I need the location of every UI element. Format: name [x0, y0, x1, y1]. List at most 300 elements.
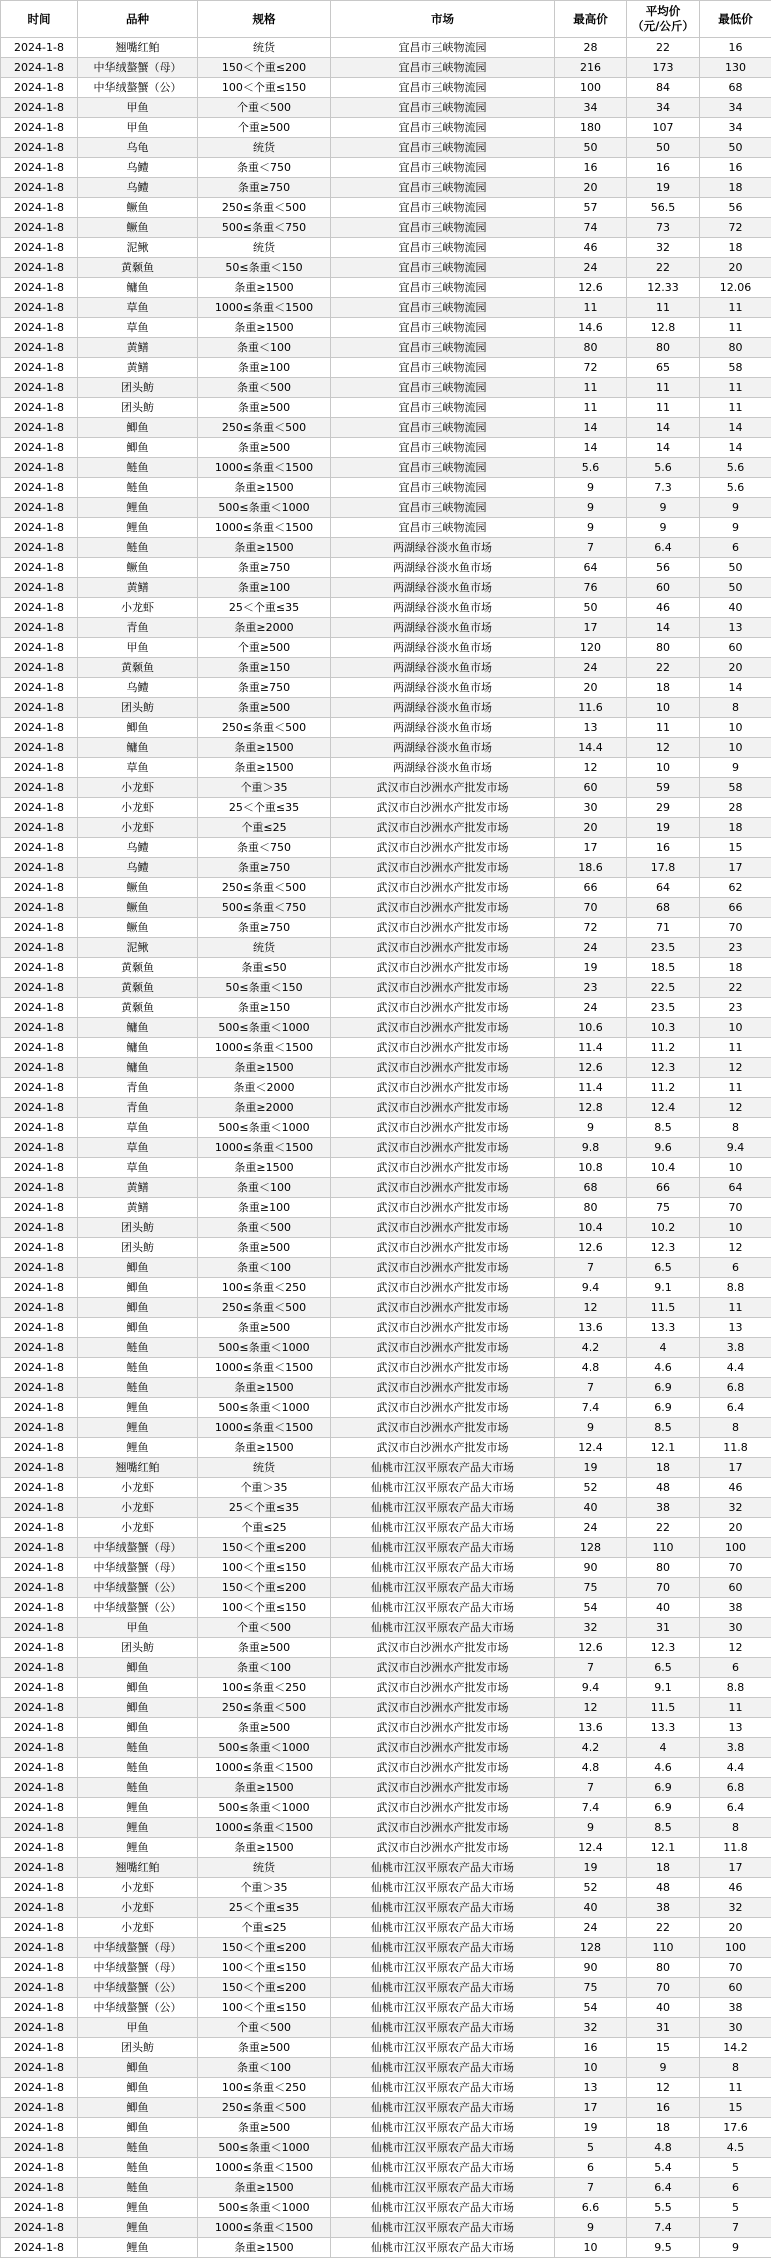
table-row: [1, 1898, 771, 1918]
cell-variety: 鲢鱼: [78, 2178, 198, 2198]
cell-variety: 鲤鱼: [78, 1818, 198, 1838]
cell-min-price: 50: [700, 138, 771, 158]
cell-market: 武汉市白沙洲水产批发市场: [331, 1678, 555, 1698]
table-row: [1, 2218, 771, 2238]
cell-min-price: 12: [700, 1638, 771, 1658]
cell-variety: 青鱼: [78, 1098, 198, 1118]
cell-max-price: 12.8: [555, 1098, 627, 1118]
cell-min-price: 7: [700, 2218, 771, 2238]
cell-variety: 团头鲂: [78, 2038, 198, 2058]
cell-market: 仙桃市江汉平原农产品大市场: [331, 1598, 555, 1618]
cell-avg-price: 34: [627, 98, 700, 118]
cell-variety: 黄鳝: [78, 578, 198, 598]
cell-market: 武汉市白沙洲水产批发市场: [331, 1798, 555, 1818]
table-row: [1, 2158, 771, 2178]
table-row: [1, 798, 771, 818]
cell-min-price: 62: [700, 878, 771, 898]
cell-max-price: 17: [555, 838, 627, 858]
cell-min-price: 66: [700, 898, 771, 918]
cell-spec: 统货: [198, 138, 331, 158]
cell-avg-price: 12.33: [627, 278, 700, 298]
table-row: [1, 638, 771, 658]
cell-max-price: 4.2: [555, 1738, 627, 1758]
cell-avg-price: 4.6: [627, 1758, 700, 1778]
table-row: [1, 158, 771, 178]
cell-spec: 个重≥500: [198, 118, 331, 138]
cell-min-price: 17: [700, 858, 771, 878]
cell-market: 武汉市白沙洲水产批发市场: [331, 838, 555, 858]
cell-min-price: 11.8: [700, 1438, 771, 1458]
cell-variety: 中华绒螯蟹（公）: [78, 1978, 198, 1998]
cell-max-price: 20: [555, 178, 627, 198]
header-variety: 品种: [78, 1, 198, 38]
cell-min-price: 6.8: [700, 1778, 771, 1798]
cell-market: 武汉市白沙洲水产批发市场: [331, 1358, 555, 1378]
cell-date: 2024-1-8: [1, 358, 78, 378]
cell-market: 仙桃市江汉平原农产品大市场: [331, 2038, 555, 2058]
table-row: [1, 1718, 771, 1738]
cell-spec: 条重≥1500: [198, 1058, 331, 1078]
cell-max-price: 57: [555, 198, 627, 218]
cell-avg-price: 40: [627, 1998, 700, 2018]
cell-max-price: 54: [555, 1998, 627, 2018]
cell-min-price: 4.4: [700, 1758, 771, 1778]
cell-max-price: 14: [555, 418, 627, 438]
cell-spec: 条重≥1500: [198, 2178, 331, 2198]
cell-variety: 中华绒螯蟹（公）: [78, 78, 198, 98]
cell-spec: 250≤条重＜500: [198, 718, 331, 738]
cell-market: 宜昌市三峡物流园: [331, 278, 555, 298]
cell-min-price: 8: [700, 1118, 771, 1138]
cell-spec: 100＜个重≤150: [198, 1958, 331, 1978]
cell-date: 2024-1-8: [1, 1778, 78, 1798]
table-row: [1, 618, 771, 638]
cell-date: 2024-1-8: [1, 1398, 78, 1418]
table-row: [1, 838, 771, 858]
cell-market: 武汉市白沙洲水产批发市场: [331, 1818, 555, 1838]
table-row: [1, 378, 771, 398]
cell-variety: 小龙虾: [78, 778, 198, 798]
cell-spec: 150＜个重≤200: [198, 1938, 331, 1958]
cell-avg-price: 12: [627, 738, 700, 758]
cell-avg-price: 10.2: [627, 1218, 700, 1238]
cell-max-price: 28: [555, 38, 627, 58]
cell-variety: 鳜鱼: [78, 558, 198, 578]
cell-market: 两湖绿谷淡水鱼市场: [331, 638, 555, 658]
cell-avg-price: 12.4: [627, 1098, 700, 1118]
cell-market: 仙桃市江汉平原农产品大市场: [331, 2158, 555, 2178]
cell-date: 2024-1-8: [1, 538, 78, 558]
cell-market: 武汉市白沙洲水产批发市场: [331, 1338, 555, 1358]
cell-min-price: 10: [700, 718, 771, 738]
cell-min-price: 30: [700, 2018, 771, 2038]
cell-date: 2024-1-8: [1, 1438, 78, 1458]
cell-variety: 鲫鱼: [78, 1298, 198, 1318]
cell-min-price: 38: [700, 1598, 771, 1618]
cell-avg-price: 12.8: [627, 318, 700, 338]
cell-min-price: 11: [700, 298, 771, 318]
table-row: [1, 1538, 771, 1558]
cell-spec: 1000≤条重＜1500: [198, 298, 331, 318]
cell-market: 仙桃市江汉平原农产品大市场: [331, 1458, 555, 1478]
table-row: [1, 1838, 771, 1858]
cell-spec: 条重≥100: [198, 358, 331, 378]
table-row: [1, 458, 771, 478]
cell-max-price: 4.2: [555, 1338, 627, 1358]
cell-market: 两湖绿谷淡水鱼市场: [331, 658, 555, 678]
cell-variety: 乌鳢: [78, 858, 198, 878]
cell-variety: 甲鱼: [78, 1618, 198, 1638]
cell-avg-price: 65: [627, 358, 700, 378]
cell-min-price: 6: [700, 2178, 771, 2198]
cell-market: 两湖绿谷淡水鱼市场: [331, 538, 555, 558]
cell-min-price: 38: [700, 1998, 771, 2018]
cell-avg-price: 18: [627, 678, 700, 698]
cell-min-price: 130: [700, 58, 771, 78]
table-row: [1, 1158, 771, 1178]
cell-market: 仙桃市江汉平原农产品大市场: [331, 2118, 555, 2138]
cell-spec: 100≤条重＜250: [198, 1278, 331, 1298]
cell-avg-price: 60: [627, 578, 700, 598]
cell-max-price: 17: [555, 618, 627, 638]
cell-avg-price: 31: [627, 2018, 700, 2038]
cell-date: 2024-1-8: [1, 858, 78, 878]
cell-avg-price: 75: [627, 1198, 700, 1218]
cell-variety: 鲢鱼: [78, 478, 198, 498]
cell-variety: 黄颡鱼: [78, 658, 198, 678]
cell-variety: 中华绒螯蟹（母）: [78, 1538, 198, 1558]
cell-min-price: 72: [700, 218, 771, 238]
cell-avg-price: 23.5: [627, 998, 700, 1018]
cell-avg-price: 22: [627, 258, 700, 278]
table-row: [1, 778, 771, 798]
cell-avg-price: 5.4: [627, 2158, 700, 2178]
cell-max-price: 20: [555, 678, 627, 698]
cell-min-price: 23: [700, 998, 771, 1018]
cell-variety: 团头鲂: [78, 1638, 198, 1658]
cell-min-price: 12: [700, 1238, 771, 1258]
cell-variety: 鲫鱼: [78, 2078, 198, 2098]
cell-spec: 条重≥500: [198, 438, 331, 458]
cell-market: 宜昌市三峡物流园: [331, 518, 555, 538]
cell-max-price: 120: [555, 638, 627, 658]
cell-max-price: 12: [555, 1698, 627, 1718]
cell-date: 2024-1-8: [1, 278, 78, 298]
cell-avg-price: 46: [627, 598, 700, 618]
table-row: [1, 498, 771, 518]
table-row: [1, 138, 771, 158]
cell-spec: 条重≥500: [198, 1718, 331, 1738]
cell-min-price: 60: [700, 638, 771, 658]
cell-date: 2024-1-8: [1, 258, 78, 278]
cell-market: 武汉市白沙洲水产批发市场: [331, 958, 555, 978]
table-row: [1, 1058, 771, 1078]
cell-market: 宜昌市三峡物流园: [331, 358, 555, 378]
cell-avg-price: 80: [627, 338, 700, 358]
cell-date: 2024-1-8: [1, 878, 78, 898]
cell-avg-price: 16: [627, 838, 700, 858]
cell-market: 武汉市白沙洲水产批发市场: [331, 1838, 555, 1858]
cell-min-price: 14.2: [700, 2038, 771, 2058]
cell-spec: 条重＜2000: [198, 1078, 331, 1098]
cell-min-price: 30: [700, 1618, 771, 1638]
table-row: [1, 58, 771, 78]
cell-variety: 鲢鱼: [78, 1738, 198, 1758]
cell-spec: 250≤条重＜500: [198, 1298, 331, 1318]
cell-avg-price: 9.5: [627, 2238, 700, 2258]
cell-variety: 鲤鱼: [78, 1398, 198, 1418]
cell-date: 2024-1-8: [1, 1678, 78, 1698]
cell-date: 2024-1-8: [1, 1578, 78, 1598]
cell-variety: 甲鱼: [78, 98, 198, 118]
table-row: [1, 918, 771, 938]
cell-variety: 小龙虾: [78, 1918, 198, 1938]
cell-variety: 鲢鱼: [78, 2158, 198, 2178]
cell-max-price: 11: [555, 378, 627, 398]
cell-spec: 统货: [198, 38, 331, 58]
cell-variety: 草鱼: [78, 1138, 198, 1158]
cell-market: 两湖绿谷淡水鱼市场: [331, 718, 555, 738]
cell-date: 2024-1-8: [1, 318, 78, 338]
cell-max-price: 10.4: [555, 1218, 627, 1238]
cell-min-price: 15: [700, 838, 771, 858]
cell-max-price: 6: [555, 2158, 627, 2178]
cell-date: 2024-1-8: [1, 898, 78, 918]
cell-date: 2024-1-8: [1, 2158, 78, 2178]
cell-min-price: 8: [700, 2058, 771, 2078]
cell-variety: 草鱼: [78, 318, 198, 338]
cell-spec: 个重＜500: [198, 2018, 331, 2038]
cell-avg-price: 6.4: [627, 538, 700, 558]
cell-spec: 条重＜500: [198, 378, 331, 398]
cell-spec: 条重≥500: [198, 1238, 331, 1258]
cell-min-price: 70: [700, 918, 771, 938]
cell-date: 2024-1-8: [1, 2178, 78, 2198]
table-row: [1, 1518, 771, 1538]
cell-avg-price: 110: [627, 1538, 700, 1558]
cell-avg-price: 22.5: [627, 978, 700, 998]
cell-date: 2024-1-8: [1, 1898, 78, 1918]
cell-market: 仙桃市江汉平原农产品大市场: [331, 1878, 555, 1898]
cell-variety: 黄鳝: [78, 1178, 198, 1198]
cell-avg-price: 11.2: [627, 1078, 700, 1098]
cell-max-price: 12.6: [555, 1238, 627, 1258]
cell-spec: 条重≥1500: [198, 2238, 331, 2258]
cell-spec: 1000≤条重＜1500: [198, 1818, 331, 1838]
table-row: [1, 1218, 771, 1238]
cell-avg-price: 16: [627, 158, 700, 178]
cell-max-price: 46: [555, 238, 627, 258]
cell-avg-price: 12.1: [627, 1838, 700, 1858]
table-row: [1, 2078, 771, 2098]
cell-spec: 条重＜500: [198, 1218, 331, 1238]
cell-min-price: 11: [700, 318, 771, 338]
cell-avg-price: 15: [627, 2038, 700, 2058]
cell-market: 武汉市白沙洲水产批发市场: [331, 1298, 555, 1318]
table-row: [1, 338, 771, 358]
table-row: [1, 2038, 771, 2058]
cell-spec: 个重＜500: [198, 98, 331, 118]
cell-min-price: 34: [700, 98, 771, 118]
cell-spec: 条重≥1500: [198, 538, 331, 558]
cell-market: 宜昌市三峡物流园: [331, 338, 555, 358]
cell-market: 仙桃市江汉平原农产品大市场: [331, 2078, 555, 2098]
table-row: [1, 1238, 771, 1258]
cell-spec: 条重≥750: [198, 558, 331, 578]
cell-variety: 中华绒螯蟹（公）: [78, 1598, 198, 1618]
cell-variety: 鲫鱼: [78, 438, 198, 458]
cell-max-price: 9.8: [555, 1138, 627, 1158]
cell-market: 武汉市白沙洲水产批发市场: [331, 1658, 555, 1678]
cell-spec: 500≤条重＜750: [198, 218, 331, 238]
table-row: [1, 238, 771, 258]
cell-avg-price: 38: [627, 1498, 700, 1518]
cell-variety: 翘嘴红鲌: [78, 1458, 198, 1478]
cell-avg-price: 29: [627, 798, 700, 818]
cell-avg-price: 13.3: [627, 1318, 700, 1338]
cell-date: 2024-1-8: [1, 2238, 78, 2258]
cell-market: 仙桃市江汉平原农产品大市场: [331, 1558, 555, 1578]
cell-market: 宜昌市三峡物流园: [331, 98, 555, 118]
table-row: [1, 1138, 771, 1158]
cell-max-price: 9: [555, 1118, 627, 1138]
cell-min-price: 34: [700, 118, 771, 138]
cell-avg-price: 11: [627, 298, 700, 318]
cell-date: 2024-1-8: [1, 38, 78, 58]
cell-min-price: 11: [700, 1038, 771, 1058]
cell-variety: 草鱼: [78, 1158, 198, 1178]
cell-spec: 条重＜750: [198, 838, 331, 858]
cell-spec: 条重≥500: [198, 398, 331, 418]
cell-spec: 150＜个重≤200: [198, 1978, 331, 1998]
cell-date: 2024-1-8: [1, 198, 78, 218]
cell-spec: 500≤条重＜750: [198, 898, 331, 918]
cell-spec: 条重≥1500: [198, 278, 331, 298]
cell-avg-price: 6.5: [627, 1658, 700, 1678]
table-row: [1, 1998, 771, 2018]
cell-variety: 鲫鱼: [78, 1658, 198, 1678]
cell-market: 仙桃市江汉平原农产品大市场: [331, 1858, 555, 1878]
cell-min-price: 9: [700, 758, 771, 778]
cell-max-price: 12.4: [555, 1438, 627, 1458]
table-row: [1, 1298, 771, 1318]
cell-date: 2024-1-8: [1, 1318, 78, 1338]
cell-market: 仙桃市江汉平原农产品大市场: [331, 2138, 555, 2158]
cell-spec: 条重＜100: [198, 2058, 331, 2078]
cell-variety: 鲫鱼: [78, 1678, 198, 1698]
cell-spec: 1000≤条重＜1500: [198, 2218, 331, 2238]
cell-variety: 小龙虾: [78, 798, 198, 818]
cell-avg-price: 14: [627, 438, 700, 458]
cell-avg-price: 10.4: [627, 1158, 700, 1178]
cell-market: 武汉市白沙洲水产批发市场: [331, 1038, 555, 1058]
cell-date: 2024-1-8: [1, 1418, 78, 1438]
table-row: [1, 318, 771, 338]
cell-max-price: 7: [555, 2178, 627, 2198]
cell-max-price: 75: [555, 1978, 627, 1998]
cell-max-price: 9: [555, 2218, 627, 2238]
cell-min-price: 10: [700, 1158, 771, 1178]
cell-max-price: 128: [555, 1538, 627, 1558]
cell-min-price: 40: [700, 598, 771, 618]
cell-market: 武汉市白沙洲水产批发市场: [331, 858, 555, 878]
cell-max-price: 7.4: [555, 1798, 627, 1818]
cell-max-price: 9: [555, 1818, 627, 1838]
header-avg-label: 平均价: [645, 4, 681, 18]
cell-date: 2024-1-8: [1, 2218, 78, 2238]
cell-variety: 鲫鱼: [78, 718, 198, 738]
cell-min-price: 5.6: [700, 478, 771, 498]
cell-max-price: 7: [555, 1378, 627, 1398]
cell-market: 武汉市白沙洲水产批发市场: [331, 798, 555, 818]
cell-max-price: 72: [555, 918, 627, 938]
cell-max-price: 5: [555, 2138, 627, 2158]
cell-min-price: 8: [700, 698, 771, 718]
cell-market: 两湖绿谷淡水鱼市场: [331, 758, 555, 778]
cell-min-price: 3.8: [700, 1738, 771, 1758]
cell-market: 武汉市白沙洲水产批发市场: [331, 1238, 555, 1258]
cell-market: 武汉市白沙洲水产批发市场: [331, 938, 555, 958]
cell-variety: 中华绒螯蟹（母）: [78, 1938, 198, 1958]
cell-avg-price: 110: [627, 1938, 700, 1958]
cell-spec: 100＜个重≤150: [198, 1998, 331, 2018]
cell-market: 武汉市白沙洲水产批发市场: [331, 1198, 555, 1218]
cell-avg-price: 22: [627, 658, 700, 678]
cell-spec: 50≤条重＜150: [198, 258, 331, 278]
table-row: [1, 1178, 771, 1198]
table-row: [1, 1118, 771, 1138]
cell-min-price: 5: [700, 2198, 771, 2218]
cell-min-price: 11: [700, 1078, 771, 1098]
cell-market: 两湖绿谷淡水鱼市场: [331, 578, 555, 598]
cell-spec: 个重≤25: [198, 1518, 331, 1538]
cell-max-price: 72: [555, 358, 627, 378]
cell-market: 宜昌市三峡物流园: [331, 318, 555, 338]
table-row: [1, 2198, 771, 2218]
cell-avg-price: 80: [627, 1558, 700, 1578]
cell-max-price: 24: [555, 1918, 627, 1938]
cell-min-price: 23: [700, 938, 771, 958]
cell-market: 武汉市白沙洲水产批发市场: [331, 1118, 555, 1138]
cell-variety: 鲢鱼: [78, 1358, 198, 1378]
cell-variety: 乌龟: [78, 138, 198, 158]
cell-max-price: 75: [555, 1578, 627, 1598]
cell-avg-price: 18.5: [627, 958, 700, 978]
table-row: [1, 1038, 771, 1058]
cell-spec: 500≤条重＜1000: [198, 1798, 331, 1818]
cell-min-price: 50: [700, 578, 771, 598]
cell-min-price: 70: [700, 1958, 771, 1978]
cell-date: 2024-1-8: [1, 1958, 78, 1978]
cell-avg-price: 70: [627, 1578, 700, 1598]
cell-variety: 小龙虾: [78, 1898, 198, 1918]
cell-variety: 甲鱼: [78, 2018, 198, 2038]
cell-min-price: 5.6: [700, 458, 771, 478]
cell-spec: 250≤条重＜500: [198, 198, 331, 218]
cell-spec: 条重≥2000: [198, 1098, 331, 1118]
cell-min-price: 10: [700, 1218, 771, 1238]
cell-spec: 条重＜100: [198, 338, 331, 358]
cell-market: 仙桃市江汉平原农产品大市场: [331, 1938, 555, 1958]
header-market: 市场: [331, 1, 555, 38]
cell-spec: 500≤条重＜1000: [198, 1738, 331, 1758]
cell-min-price: 6: [700, 1258, 771, 1278]
cell-spec: 条重≥2000: [198, 618, 331, 638]
cell-min-price: 28: [700, 798, 771, 818]
cell-avg-price: 56: [627, 558, 700, 578]
cell-date: 2024-1-8: [1, 578, 78, 598]
cell-variety: 翘嘴红鲌: [78, 1858, 198, 1878]
